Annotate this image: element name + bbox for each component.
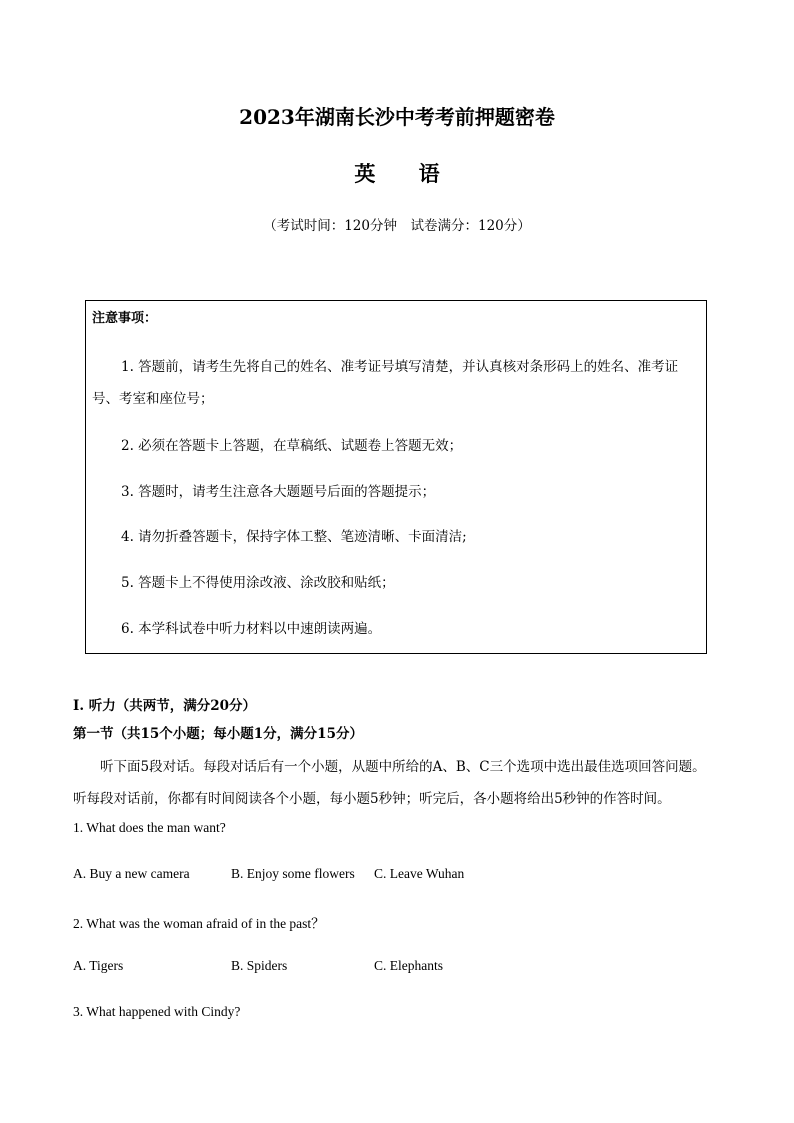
notice-item: 6. 本学科试卷中听力材料以中速朗读两遍。 [121, 621, 382, 637]
answer-option: B. Spiders [231, 958, 288, 973]
notice-title: 注意事项： [92, 311, 158, 326]
subsection-heading: 第一节（共15个小题；每小题1分，满分15分） [73, 726, 363, 742]
notice-item: 号、考室和座位号； [92, 391, 214, 407]
instruction-paragraph: 听下面5段对话。每段对话后有一个小题，从题中所给的A、B、C三个选项中选出最佳选项回答问题。 [100, 759, 706, 775]
answer-option: B. Enjoy some flowers [231, 866, 355, 881]
section-heading: I. 听力（共两节，满分20分） [73, 698, 257, 714]
subject-title: 英 语 [354, 161, 458, 186]
answer-option: A. Buy a new camera [73, 866, 190, 881]
question-stem: 3. What happened with Cindy? [73, 1004, 241, 1019]
notice-item: 5. 答题卡上不得使用涂改液、涂改胶和贴纸； [121, 575, 395, 591]
notice-box [85, 300, 707, 654]
answer-option: A. Tigers [73, 958, 124, 973]
page-title: 2023年湖南长沙中考考前押题密卷 [239, 105, 555, 129]
question-stem: 1. What does the man want? [73, 820, 226, 835]
instruction-paragraph: 听每段对话前，你都有时间阅读各个小题，每小题5秒钟；听完后，各小题将给出5秒钟的作答时间。 [73, 791, 671, 807]
notice-item: 3. 答题时，请考生注意各大题题号后面的答题提示； [121, 484, 436, 500]
notice-item: 4. 请勿折叠答题卡，保持字体工整、笔迹清晰、卡面清洁; [121, 529, 467, 545]
exam-info: （考试时间：120分钟 试卷满分：120分） [263, 218, 531, 234]
answer-option: C. Elephants [374, 958, 443, 973]
notice-item: 2. 必须在答题卡上答题，在草稿纸、试题卷上答题无效； [121, 438, 463, 454]
notice-item: 1. 答题前，请考生先将自己的姓名、准考证号填写清楚，并认真核对条形码上的姓名、准考证 [121, 359, 679, 375]
answer-option: C. Leave Wuhan [374, 866, 465, 881]
question-stem: 2. What was the woman afraid of in the past？ [73, 916, 325, 931]
